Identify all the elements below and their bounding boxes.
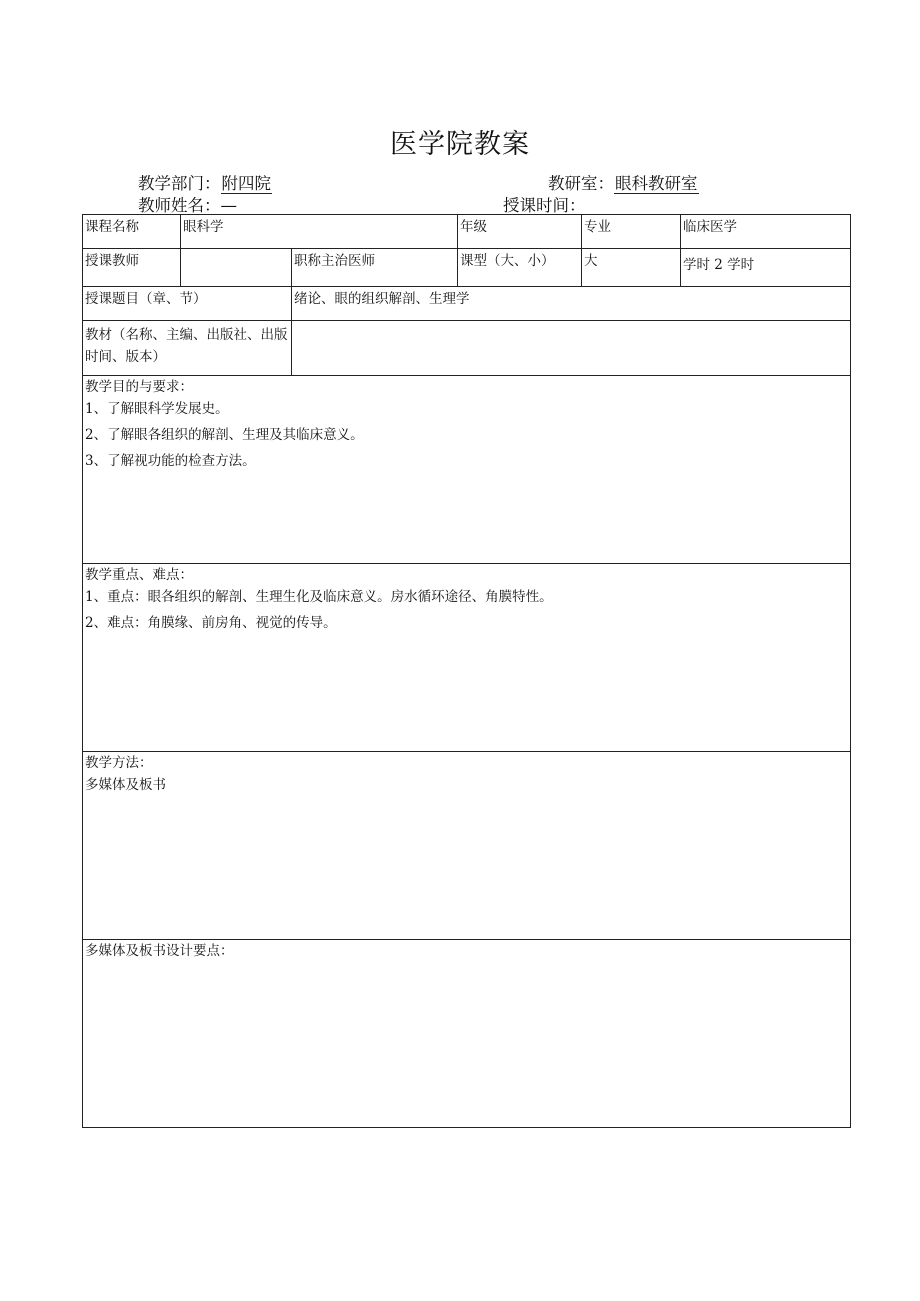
teacher-field	[138, 192, 237, 216]
keypoints-heading: 教学重点、难点：	[85, 567, 193, 583]
class-type-label: 课型（大、小）	[458, 249, 582, 287]
keypoints-item: 2、难点：角膜缘、前房角、视觉的传导。	[85, 615, 337, 631]
keypoints-section	[83, 564, 851, 752]
table-row	[83, 564, 851, 752]
major-value: 临床医学	[681, 215, 851, 249]
teacher-label: 教师姓名：	[138, 196, 221, 215]
class-type-value: 大	[582, 249, 681, 287]
office-value: 眼科教研室	[615, 174, 698, 193]
title-rank-cell: 职称主治医师	[292, 249, 458, 287]
table-row	[83, 287, 851, 321]
dept-field	[138, 170, 272, 194]
teacher-value-cell	[181, 249, 292, 287]
textbook-label: 教材（名称、主编、出版社、出版时间、版本）	[83, 321, 292, 376]
table-row	[83, 249, 851, 287]
topic-value: 绪论、眼的组织解剖、生理学	[292, 287, 851, 321]
table-row	[83, 215, 851, 249]
dept-label: 教学部门：	[138, 174, 221, 193]
table-row	[83, 321, 851, 376]
goals-section	[83, 376, 851, 564]
time-label: 授课时间：	[503, 196, 586, 215]
lesson-plan-table	[82, 214, 851, 1128]
table-row	[83, 376, 851, 564]
dept-value: 附四院	[221, 174, 271, 193]
design-heading: 多媒体及板书设计要点：	[85, 943, 234, 959]
keypoints-item: 1、重点：眼各组织的解剖、生理生化及临床意义。房水循环途径、角膜特性。	[85, 589, 553, 605]
course-name-label: 课程名称	[83, 215, 181, 249]
office-field	[548, 170, 699, 194]
teacher-value: —	[220, 196, 237, 215]
methods-item: 多媒体及板书	[85, 777, 166, 793]
time-field	[503, 192, 586, 216]
office-label: 教研室：	[548, 174, 614, 193]
hours-cell: 学时 2 学时	[681, 249, 851, 287]
page-title: 医学院教案	[390, 129, 530, 160]
table-row	[83, 752, 851, 940]
teacher-label-cell: 授课教师	[83, 249, 181, 287]
grade-label: 年级	[458, 215, 582, 249]
topic-label: 授课题目（章、节）	[83, 287, 292, 321]
textbook-value	[292, 321, 851, 376]
goals-item: 1、了解眼科学发展史。	[85, 401, 229, 417]
table-row	[83, 940, 851, 1128]
course-name-value: 眼科学	[181, 215, 458, 249]
goals-item: 3、了解视功能的检查方法。	[85, 453, 256, 469]
methods-section	[83, 752, 851, 940]
methods-heading: 教学方法：	[85, 755, 153, 771]
major-label: 专业	[582, 215, 681, 249]
design-section	[83, 940, 851, 1128]
goals-heading: 教学目的与要求：	[85, 379, 193, 395]
goals-item: 2、了解眼各组织的解剖、生理及其临床意义。	[85, 427, 364, 443]
